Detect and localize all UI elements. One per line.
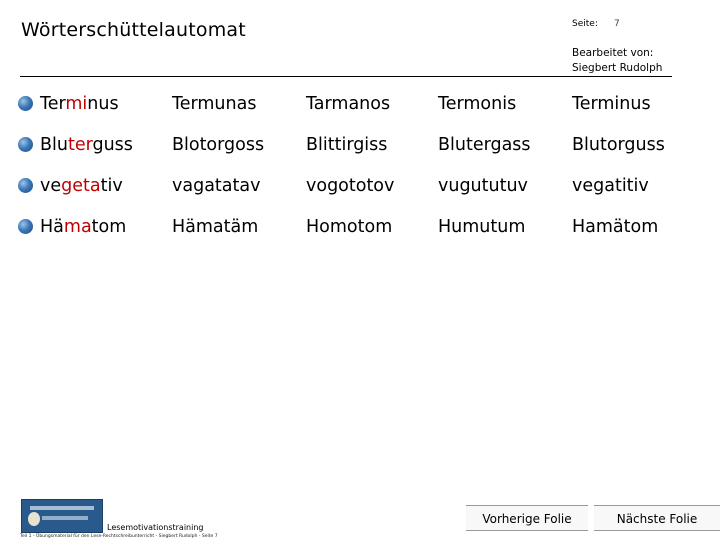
header-divider xyxy=(20,76,672,77)
school-logo xyxy=(21,499,103,533)
word-highlight: mi xyxy=(65,94,88,114)
word-highlight: ter xyxy=(67,135,93,155)
author-name: Siegbert Rudolph xyxy=(572,62,663,74)
original-word xyxy=(40,135,133,155)
variant-word: Termunas xyxy=(172,94,257,114)
logo-stripe xyxy=(42,516,88,520)
word-suffix: tom xyxy=(91,217,127,237)
bullet-icon xyxy=(18,96,33,111)
variant-word: Blittirgiss xyxy=(306,135,388,155)
variant-word: Termonis xyxy=(438,94,517,114)
page-title: Wörterschüttelautomat xyxy=(21,19,246,41)
variant-word: Hämatäm xyxy=(172,217,259,237)
logo-stripe xyxy=(30,506,94,510)
word-highlight: ma xyxy=(63,217,92,237)
word-highlight: geta xyxy=(61,176,101,196)
variant-word: vagatatav xyxy=(172,176,261,196)
variant-word: Hamätom xyxy=(572,217,659,237)
page-label: Seite: xyxy=(572,19,598,29)
logo-mascot-icon xyxy=(28,512,40,526)
author-label: Bearbeitet von: xyxy=(572,47,654,59)
page-number: 7 xyxy=(614,19,620,29)
variant-word: Tarmanos xyxy=(306,94,391,114)
original-word xyxy=(40,176,123,196)
footer-training-label: Lesemotivationstraining xyxy=(107,523,204,532)
bullet-icon xyxy=(18,219,33,234)
author-block xyxy=(572,46,662,76)
word-suffix: guss xyxy=(92,135,133,155)
word-suffix: tiv xyxy=(100,176,123,196)
word-prefix: ve xyxy=(40,176,62,196)
variant-word: Blotorgoss xyxy=(172,135,265,155)
variant-word: Blutergass xyxy=(438,135,531,155)
variant-word: vegatitiv xyxy=(572,176,649,196)
variant-word: Terminus xyxy=(572,94,651,114)
bullet-icon xyxy=(18,137,33,152)
next-slide-button[interactable]: Nächste Folie xyxy=(594,505,720,531)
variant-word: Homotom xyxy=(306,217,393,237)
previous-slide-button[interactable]: Vorherige Folie xyxy=(466,505,588,531)
original-word xyxy=(40,217,126,237)
footer-small-print: Teil 1 - Übungsmaterial für den Lese-Rechtschreibunterricht - Siegbert Rudolph - Seite 7 xyxy=(20,534,218,539)
variant-word: vugututuv xyxy=(438,176,528,196)
bullet-icon xyxy=(18,178,33,193)
word-prefix: Ter xyxy=(40,94,66,114)
word-suffix: nus xyxy=(87,94,119,114)
variant-word: Blutorguss xyxy=(572,135,665,155)
variant-word: Humutum xyxy=(438,217,526,237)
variant-word: vogototov xyxy=(306,176,395,196)
word-prefix: Blu xyxy=(40,135,68,155)
original-word xyxy=(40,94,119,114)
word-prefix: Hä xyxy=(40,217,64,237)
